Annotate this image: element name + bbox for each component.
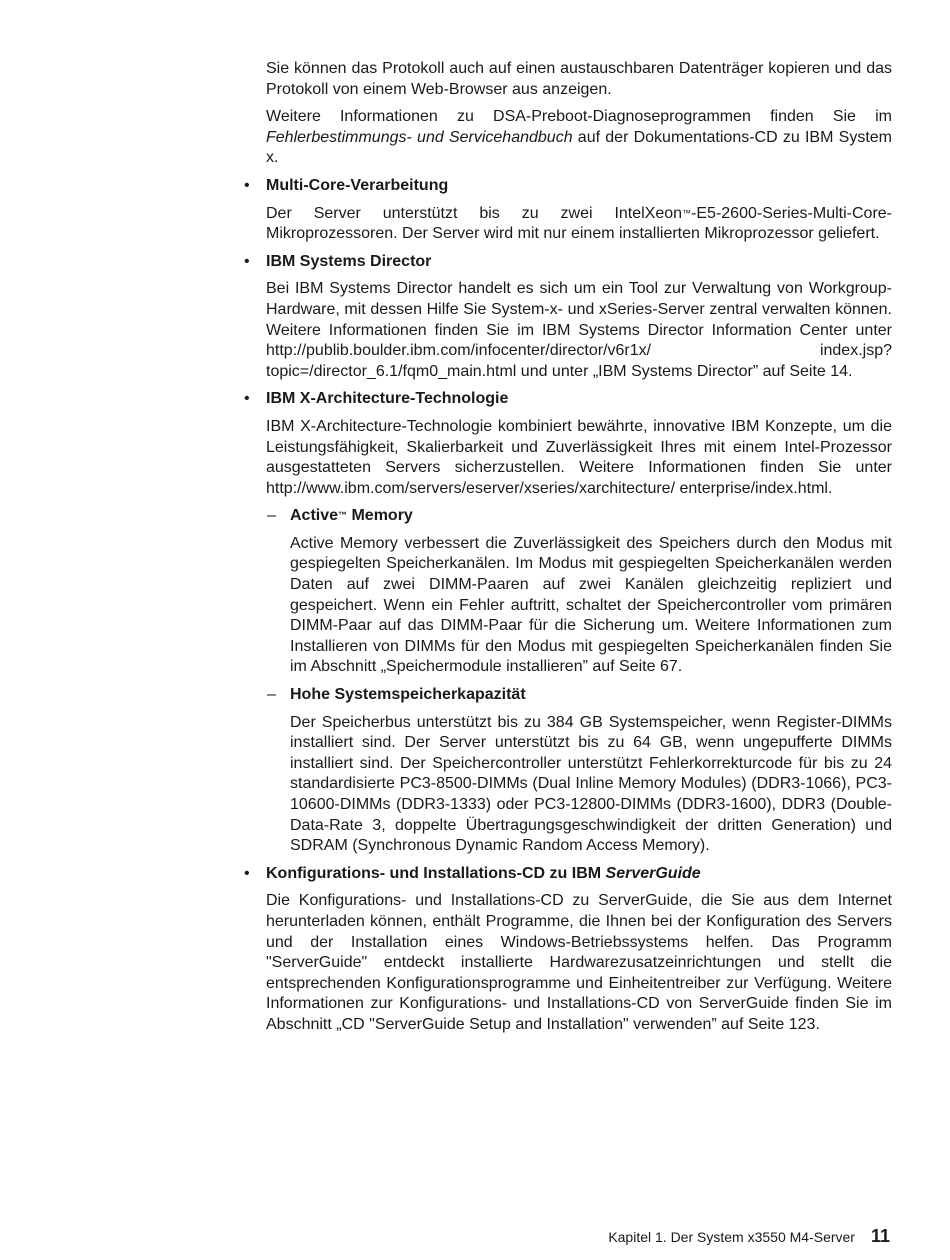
xarch-heading: IBM X-Architecture-Technologie bbox=[266, 390, 509, 408]
trademark-symbol: ™ bbox=[338, 510, 348, 521]
trademark-symbol: ™ bbox=[682, 207, 692, 218]
xarch-text: IBM X-Architecture-Technologie kombiniert bewährte, innovative IBM Konzepte, um die Leistungsfähigkeit, Skalierbarkeit und Zuverlässigkeit Ihres mit einem Intel-Prozessor ausgestatteten Servers sicherzustellen. Weitere Informationen finden Sie unter http://www.ibm.com/servers/eserver/xseries/xarchitecture/ enterprise/index.html. bbox=[266, 417, 892, 497]
serverguide-title: Konfigurations- und Installations-CD zu IBM bbox=[266, 864, 606, 882]
bullet-multicore bbox=[244, 176, 892, 245]
bullet-director bbox=[244, 252, 892, 383]
serverguide-title-italic: ServerGuide bbox=[605, 864, 701, 882]
multicore-text-end: -E5-2600-Series-Multi-Core-Mikroprozessoren. Der Server wird mit nur einem installierten Mikroprozessor geliefert. bbox=[266, 204, 892, 243]
intro-p2-text-end: auf der Dokumentations-CD zu IBM System x. bbox=[266, 128, 892, 167]
bullet-marker: • bbox=[244, 252, 250, 270]
sub-active-memory bbox=[267, 506, 892, 678]
bullet-marker: • bbox=[244, 176, 250, 194]
page-footer bbox=[608, 1226, 890, 1247]
serverguide-heading bbox=[266, 864, 892, 885]
intro-p2-text: Weitere Informationen zu DSA-Preboot-Diagnoseprogrammen finden Sie im bbox=[266, 108, 892, 126]
active-memory-title: Active bbox=[290, 507, 339, 525]
director-text: Bei IBM Systems Director handelt es sich um ein Tool zur Verwaltung von Workgroup-Hardware, mit dessen Hilfe Sie System-x- und xSeries-Server zentral verwalten können. Weitere Informationen finden Sie im IBM Systems Director Information Center unter http://publib.boulder.ibm.com/infocenter/director/v6r1x/ index.jsp?topic=/director_6.1/fqm0_main.html und unter „IBM Systems Director” auf Seite 14. bbox=[266, 280, 892, 380]
memory-capacity-text: Der Speicherbus unterstützt bis zu 384 GB Systemspeicher, wenn Register-DIMMs installiert sind. Der Server unterstützt bis zu 64 GB, wenn ungepufferte DIMMs installiert sind. Der Speichercontroller unterstützt Fehlerkorrekturcode für bis zu 24 standardisierte PC3-8500-DIMMs (Dual Inline Memory Modules) (DDR3-1066), PC3-10600-DIMMs (DDR3-1333) oder PC3-12800-DIMMs (DDR3-1600), DDR3 (Double-Data-Rate 3, doppelte Übertragungsgeschwindigkeit der dritten Generation) und SDRAM (Synchronous Dynamic Random Access Memory). bbox=[290, 713, 892, 855]
chapter-title: Kapitel 1. Der System x3550 M4-Server bbox=[608, 1229, 855, 1245]
dash-marker: – bbox=[267, 507, 276, 525]
multicore-text-start: Der Server unterstützt bis zu zwei IntelXeon bbox=[266, 204, 683, 222]
bullet-marker: • bbox=[244, 390, 250, 408]
bullet-serverguide bbox=[244, 864, 892, 1036]
dash-marker: – bbox=[267, 686, 276, 704]
handbook-title: Fehlerbestimmungs- und Servicehandbuch bbox=[266, 128, 573, 146]
director-heading: IBM Systems Director bbox=[266, 252, 432, 270]
page-number: 11 bbox=[870, 1226, 890, 1246]
main-content bbox=[244, 59, 892, 1043]
intro-paragraph-1: Sie können das Protokoll auch auf einen austauschbaren Datenträger kopieren und das Protokoll von einem Web-Browser aus anzeigen. bbox=[266, 60, 892, 98]
bullet-marker: • bbox=[244, 864, 250, 882]
multicore-heading: Multi-Core-Verarbeitung bbox=[266, 176, 449, 194]
memory-capacity-heading: Hohe Systemspeicherkapazität bbox=[290, 686, 526, 704]
bullet-xarchitecture bbox=[244, 389, 892, 856]
active-memory-text: Active Memory verbessert die Zuverlässigkeit des Speichers durch den Modus mit gespiegelten Speicherkanälen. Im Modus mit gespiegelten Speicherkanälen werden Daten auf zwei DIMM-Paaren auf zwei Kanälen gleichzeitig repliziert und gespeichert. Wenn ein Fehler auftritt, schaltet der Speichercontroller vom primären DIMM-Paar auf das DIMM-Paar für die Sicherung um. Weitere Informationen zum Installieren von DIMMs für den Modus mit gespiegelten Speicherkanälen finden Sie im Abschnitt „Speichermodule installieren” auf Seite 67. bbox=[290, 534, 892, 676]
intro-paragraph-2 bbox=[266, 107, 892, 169]
multicore-text bbox=[266, 204, 892, 245]
serverguide-text: Die Konfigurations- und Installations-CD zu ServerGuide, die Sie aus dem Internet herunterladen können, enthält Programme, die Ihnen bei der Konfiguration des Servers und der Installation eines Windows-Betriebssystems helfen. Das Programm "ServerGuide" entdeckt installierte Hardwarezusatzeinrichtungen und stellt die entsprechenden Konfigurationsprogramme und Einheitentreiber zur Verfügung. Weitere Informationen zur Konfigurations- und Installations-CD von ServerGuide finden Sie im Abschnitt „CD "ServerGuide Setup and Installation" verwenden” auf Seite 123. bbox=[266, 892, 892, 1033]
active-memory-heading bbox=[290, 506, 892, 527]
active-memory-title-end: Memory bbox=[347, 507, 413, 525]
sub-memory-capacity bbox=[267, 685, 892, 857]
